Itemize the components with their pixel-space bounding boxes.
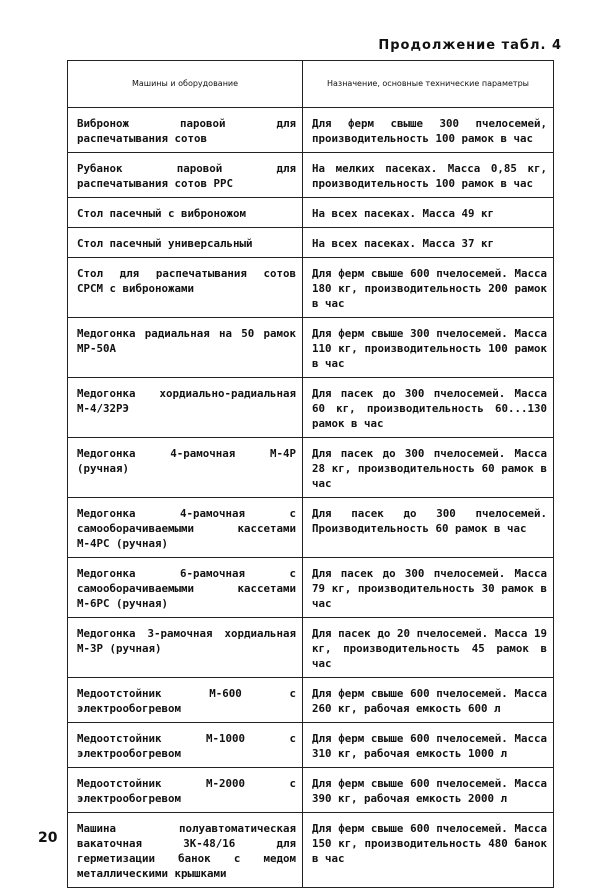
machine-name-cell: Медогонка 6-рамочная с самооборачиваемыми кассетами М-6РС (ручная) <box>68 558 303 618</box>
purpose-cell: Для ферм свыше 300 пчелосемей, производительность 100 рамок в час <box>303 108 554 153</box>
table-row <box>68 153 554 198</box>
table-row <box>68 378 554 438</box>
table-row <box>68 678 554 723</box>
machine-name-cell: Стол пасечный универсальный <box>68 228 303 258</box>
table-header-row <box>68 61 554 108</box>
purpose-cell: Для ферм свыше 600 пчелосемей. Масса 310 кг, рабочая емкость 1000 л <box>303 723 554 768</box>
machine-name-cell: Вибронож паровой для распечатывания сотов <box>68 108 303 153</box>
table-row <box>68 813 554 888</box>
purpose-cell: На мелких пасеках. Масса 0,85 кг, производительность 100 рамок в час <box>303 153 554 198</box>
machine-name-cell: Медоотстойник М-1000 с электрообогревом <box>68 723 303 768</box>
purpose-cell: Для ферм свыше 600 пчелосемей. Масса 150 кг, производительность 480 банок в час <box>303 813 554 888</box>
table-row <box>68 198 554 228</box>
purpose-cell: Для ферм свыше 600 пчелосемей. Масса 390 кг, рабочая емкость 2000 л <box>303 768 554 813</box>
machine-name-cell: Стол пасечный с виброножом <box>68 198 303 228</box>
machine-name-cell: Медогонка 4-рамочная М-4Р (ручная) <box>68 438 303 498</box>
table-row <box>68 258 554 318</box>
table-row <box>68 618 554 678</box>
machine-name-cell: Медогонка 4-рамочная с самооборачиваемыми кассетами М-4РС (ручная) <box>68 498 303 558</box>
purpose-cell: Для пасек до 300 пчелосемей. Масса 28 кг, производительность 60 рамок в час <box>303 438 554 498</box>
table-row <box>68 558 554 618</box>
purpose-cell: Для ферм свыше 600 пчелосемей. Масса 180 кг, производительность 200 рамок в час <box>303 258 554 318</box>
machine-name-cell: Рубанок паровой для распечатывания сотов РРС <box>68 153 303 198</box>
machine-name-cell: Медогонка 3-рамочная хордиальная М-3Р (ручная) <box>68 618 303 678</box>
purpose-cell: На всех пасеках. Масса 49 кг <box>303 198 554 228</box>
purpose-cell: Для пасек до 20 пчелосемей. Масса 19 кг, производительность 45 рамок в час <box>303 618 554 678</box>
column-header-purpose: Назначение, основные технические параметры <box>303 61 554 108</box>
table-row <box>68 228 554 258</box>
machine-name-cell: Медогонка радиальная на 50 рамок МР-50А <box>68 318 303 378</box>
page-number: 20 <box>38 830 58 846</box>
table-continuation-title: Продолжение табл. 4 <box>378 38 562 53</box>
purpose-cell: Для пасек до 300 пчелосемей. Масса 60 кг, производительность 60...130 рамок в час <box>303 378 554 438</box>
table-row <box>68 723 554 768</box>
purpose-cell: На всех пасеках. Масса 37 кг <box>303 228 554 258</box>
purpose-cell: Для пасек до 300 пчелосемей. Масса 79 кг, производительность 30 рамок в час <box>303 558 554 618</box>
machine-name-cell: Машина полуавтоматическая вакаточная ЗК-48/16 для герметизации банок с медом металлическими крышками <box>68 813 303 888</box>
table-row <box>68 498 554 558</box>
machine-name-cell: Стол для распечатывания сотов СРСМ с виброножами <box>68 258 303 318</box>
purpose-cell: Для пасек до 300 пчелосемей. Производительность 60 рамок в час <box>303 498 554 558</box>
machine-name-cell: Медогонка хордиально-радиальная М-4/32РЭ <box>68 378 303 438</box>
machine-name-cell: Медоотстойник М-600 с электрообогревом <box>68 678 303 723</box>
purpose-cell: Для ферм свыше 300 пчелосемей. Масса 110 кг, производительность 100 рамок в час <box>303 318 554 378</box>
column-header-machines: Машины и оборудование <box>68 61 303 108</box>
table-row <box>68 768 554 813</box>
table-row <box>68 318 554 378</box>
equipment-table <box>67 60 554 888</box>
table-row <box>68 438 554 498</box>
purpose-cell: Для ферм свыше 600 пчелосемей. Масса 260 кг, рабочая емкость 600 л <box>303 678 554 723</box>
machine-name-cell: Медоотстойник М-2000 с электрообогревом <box>68 768 303 813</box>
table-row <box>68 108 554 153</box>
